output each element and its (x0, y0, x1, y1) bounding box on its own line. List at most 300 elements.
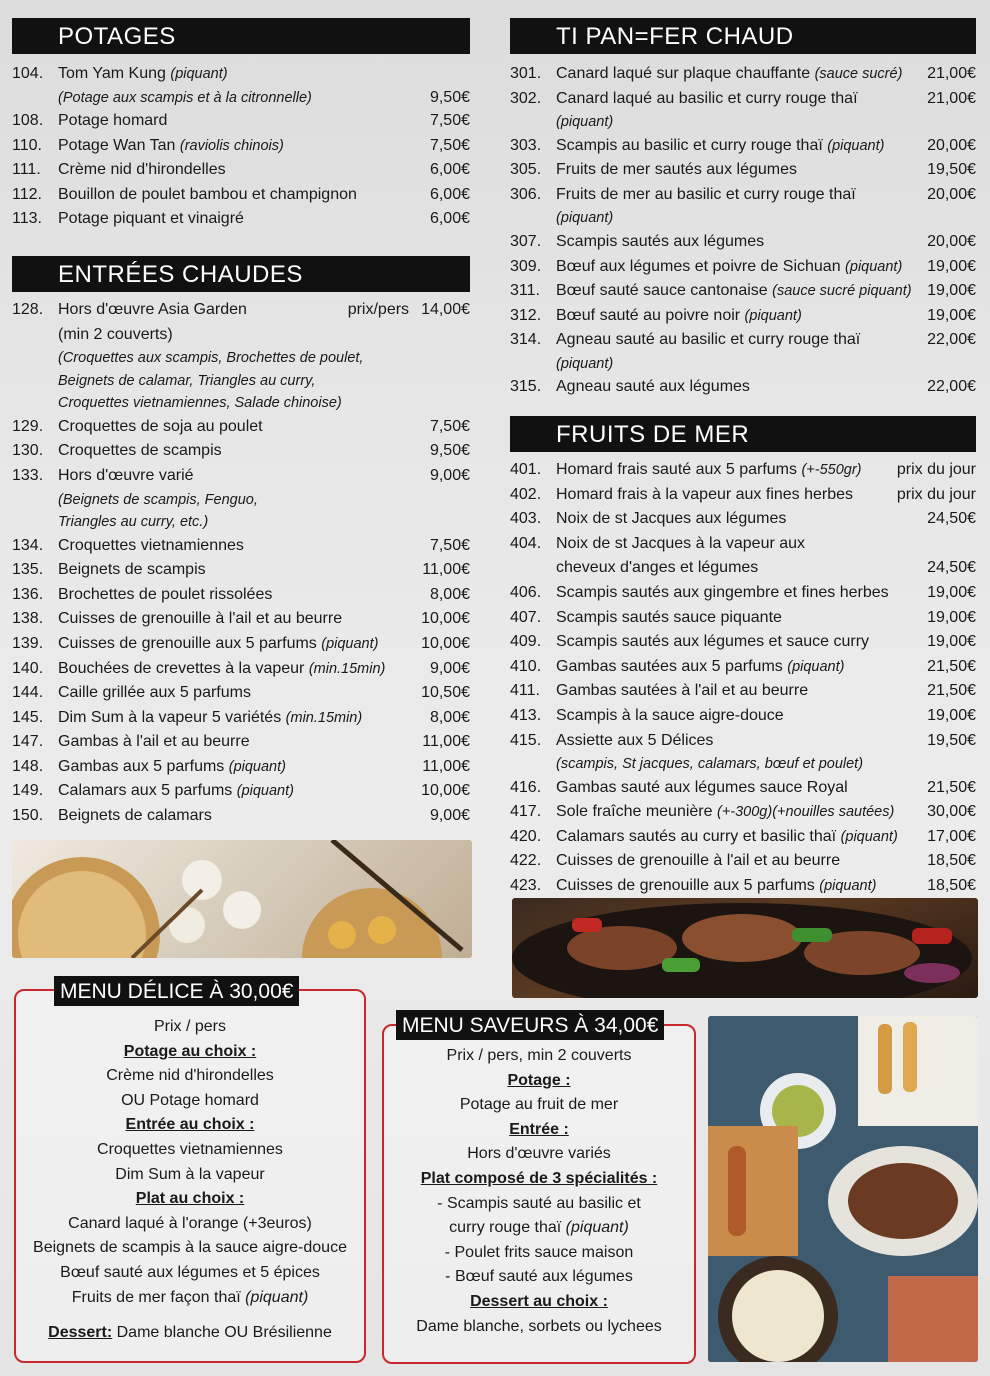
item-note: (piquant) (228, 758, 286, 775)
item-name (58, 632, 417, 657)
item-number: 401. (510, 461, 542, 479)
menu-item-row (12, 755, 470, 780)
item-name (556, 776, 923, 801)
item-name (556, 630, 923, 655)
item-name-text: (scampis, St jacques, calamars, bœuf et poulet) (556, 756, 864, 773)
item-name-text: Scampis sautés sauce piquante (556, 608, 782, 626)
item-price: 6,00€ (429, 210, 470, 228)
item-number: 306. (510, 185, 542, 203)
item-number: 108. (12, 112, 44, 130)
menu-item-row (510, 825, 976, 850)
item-name (556, 328, 923, 353)
item-name (58, 657, 426, 682)
item-name-text: (piquant) (556, 210, 614, 227)
item-name (58, 323, 466, 348)
section-title-potages: POTAGES (12, 18, 470, 54)
item-price: 10,00€ (421, 782, 470, 800)
item-name (556, 87, 923, 112)
item-note: (piquant) (787, 658, 845, 675)
item-number (510, 556, 556, 581)
item-number: 113. (12, 210, 42, 228)
item-name (556, 800, 923, 825)
item-price: 7,50€ (429, 136, 470, 154)
item-name (556, 606, 923, 631)
menu-item-row (510, 62, 976, 87)
item-name-text: Hors d'œuvre varié (58, 466, 194, 484)
item-name-text: Hors d'œuvre Asia Garden (58, 301, 247, 319)
menu-item-row (510, 800, 976, 825)
potages-list (12, 62, 470, 232)
item-name-text: Dim Sum à la vapeur 5 variétés (58, 708, 286, 726)
menu-item-row (510, 458, 976, 483)
item-price: 11,00€ (422, 561, 470, 579)
menu-item-row (510, 183, 976, 208)
menu-item-row (510, 158, 976, 183)
item-note: (piquant) (170, 66, 228, 82)
menu-item-row (12, 779, 470, 804)
item-name (556, 655, 923, 680)
item-number: 311. (510, 282, 540, 300)
menu-item-row (12, 607, 470, 632)
item-name (556, 279, 923, 304)
menu-course-line (16, 1089, 364, 1114)
menu-item-row (12, 489, 470, 512)
item-name-text: Fruits de mer au basilic et curry rouge thaï (556, 185, 856, 203)
menu-line-text: Fruits de mer façon thaï (71, 1288, 246, 1306)
item-name-text: Beignets de scampis (58, 561, 206, 579)
item-price (972, 532, 976, 557)
menu-item-row (12, 415, 470, 440)
menu-item-row (510, 729, 976, 754)
item-name-text: Croquettes de soja au poulet (58, 417, 263, 435)
item-name (556, 849, 923, 874)
item-note: (+-300g)(+nouilles sautées) (716, 804, 895, 821)
item-price: 9,00€ (429, 659, 470, 677)
item-price: 21,50€ (927, 778, 976, 796)
item-number: 111. (12, 161, 41, 179)
menu-line-text: Dessert au choix : (470, 1292, 608, 1310)
item-number (510, 111, 556, 134)
item-price (466, 370, 470, 393)
menu-line-text: Potage : (507, 1071, 571, 1089)
item-name (556, 230, 923, 255)
menu-line-text: - Bœuf sauté aux légumes (445, 1268, 633, 1286)
item-name-text: Croquettes vietnamiennes, Salade chinoise) (58, 395, 342, 412)
item-name (556, 158, 923, 183)
item-price: 9,50€ (429, 88, 470, 106)
item-name (556, 825, 923, 850)
menu-delice-box (14, 989, 366, 1363)
item-name (58, 158, 426, 183)
item-name-text: Bœuf sauté au poivre noir (556, 306, 745, 324)
menu-item-row (510, 556, 976, 581)
item-number (12, 392, 58, 415)
right-column (510, 0, 976, 899)
menu-line-text: Prix / pers, min 2 couverts (446, 1047, 632, 1064)
item-price: 21,00€ (927, 65, 976, 82)
item-number: 307. (510, 232, 542, 250)
item-name (58, 183, 426, 208)
item-name (58, 779, 417, 804)
item-price: 18,50€ (927, 852, 976, 870)
item-name-text: (Beignets de scampis, Fenguo, (58, 491, 258, 508)
menu-line-text: Beignets de scampis à la sauce aigre-douce (33, 1239, 347, 1257)
item-number: 312. (510, 306, 542, 324)
item-name-text: Noix de st Jacques aux légumes (556, 510, 787, 528)
item-name-text: Agneau sauté aux légumes (556, 378, 750, 396)
item-name-text: Bœuf sauté sauce cantonaise (556, 282, 773, 300)
item-name-text: Gambas aux 5 parfums (58, 757, 229, 775)
menu-item-row (12, 511, 470, 534)
menu-line-text: Dame blanche, sorbets ou lychees (416, 1317, 662, 1335)
item-price: 10,00€ (421, 610, 470, 628)
item-number (12, 323, 58, 348)
menu-item-row (12, 62, 470, 87)
menu-line-text: OU Potage homard (121, 1091, 259, 1109)
item-number (510, 753, 556, 776)
item-number: 402. (510, 485, 542, 503)
item-number: 410. (510, 657, 542, 675)
item-price: 19,50€ (927, 731, 976, 749)
item-number: 309. (510, 257, 542, 275)
item-name (556, 581, 923, 606)
menu-saveurs-box (382, 1024, 696, 1364)
menu-item-row (510, 581, 976, 606)
item-name (556, 353, 972, 376)
item-number (510, 207, 556, 230)
menu-item-row (12, 183, 470, 208)
item-name (58, 298, 348, 323)
item-number: 403. (510, 510, 542, 528)
item-price: 9,00€ (429, 466, 470, 484)
item-name (58, 347, 466, 370)
item-number: 145. (12, 708, 44, 726)
item-note: (sauce sucré piquant) (772, 283, 912, 300)
menu-course-heading (384, 1069, 694, 1094)
menu-course-line (384, 1093, 694, 1118)
menu-line-text: Dim Sum à la vapeur (115, 1165, 265, 1183)
item-price: 18,50€ (927, 877, 976, 895)
menu-item-row (510, 849, 976, 874)
item-name (58, 207, 426, 232)
item-name (556, 874, 923, 899)
item-name (556, 532, 972, 557)
menu-item-row (510, 776, 976, 801)
item-number: 314. (510, 331, 542, 349)
item-note: (piquant) (744, 307, 802, 324)
item-name (58, 558, 418, 583)
item-number: 423. (510, 877, 542, 895)
item-name (58, 370, 466, 393)
menu-line-text: Entrée au choix : (125, 1116, 255, 1134)
menu-delice-lines (16, 1015, 364, 1310)
item-name (58, 87, 426, 110)
item-price: 6,00€ (429, 161, 470, 179)
item-name (556, 556, 923, 581)
item-price: 8,00€ (429, 585, 470, 603)
item-name-text: Cuisses de grenouille à l'ail et au beurre (556, 852, 841, 870)
item-name (58, 755, 418, 780)
menu-line-text: Hors d'œuvre variés (467, 1145, 611, 1163)
menu-line-text: Croquettes vietnamiennes (97, 1140, 283, 1158)
item-number: 409. (510, 633, 542, 651)
item-price (466, 62, 470, 87)
menu-line-text: - Scampis sauté au basilic et (437, 1194, 641, 1212)
item-name (58, 534, 426, 559)
menu-item-row (510, 532, 976, 557)
item-price: 20,00€ (927, 185, 976, 203)
menu-item-row (510, 207, 976, 230)
item-name (58, 607, 417, 632)
menu-line-text: Canard laqué à l'orange (+3euros) (68, 1214, 312, 1232)
item-price: prix du jour (896, 461, 976, 479)
item-number: 415. (510, 731, 542, 749)
menu-item-row (510, 375, 976, 400)
item-name (58, 392, 466, 415)
item-name (58, 134, 426, 159)
menu-item-row (510, 134, 976, 159)
menu-item-row (12, 87, 470, 110)
item-name (556, 753, 972, 776)
item-price (972, 111, 976, 134)
menu-line-text: Plat au choix : (135, 1190, 245, 1208)
menu-item-row (510, 111, 976, 134)
item-number: 417. (510, 803, 542, 821)
menu-saveurs-title: MENU SAVEURS À 34,00€ (396, 1010, 664, 1040)
item-name (556, 304, 923, 329)
menu-course-line (16, 1286, 364, 1311)
menu-saveurs-lines (384, 1044, 694, 1339)
item-number (12, 489, 58, 512)
item-name-text: Caille grillée aux 5 parfums (58, 684, 251, 702)
item-number: 133. (12, 466, 44, 484)
item-number: 135. (12, 561, 44, 579)
dessert-label: Dessert: (48, 1324, 113, 1341)
item-name-text: Scampis sautés aux gingembre et fines herbes (556, 584, 889, 601)
item-name-text: Potage homard (58, 112, 168, 130)
item-name (556, 134, 923, 159)
item-name (556, 62, 923, 87)
item-price (466, 323, 470, 348)
menu-course-line (384, 1241, 694, 1266)
item-price: prix du jour (896, 485, 976, 503)
item-price: 22,00€ (927, 331, 976, 349)
menu-item-row (510, 230, 976, 255)
item-price: 19,00€ (927, 706, 976, 724)
item-name-text: Gambas sautées aux 5 parfums (556, 657, 788, 675)
menu-line-text: curry rouge thaï (449, 1219, 566, 1237)
item-name-text: Assiette aux 5 Délices (556, 731, 714, 749)
item-number: 148. (12, 757, 44, 775)
price-per-person-label: prix/pers (347, 301, 410, 319)
item-number: 416. (510, 778, 542, 796)
item-name (58, 804, 426, 829)
menu-item-row (510, 679, 976, 704)
item-name-text: Calamars aux 5 parfums (58, 782, 237, 800)
menu-course-heading (384, 1118, 694, 1143)
item-number: 104. (12, 65, 44, 82)
item-name (556, 111, 972, 134)
menu-course-line (384, 1142, 694, 1167)
item-number: 147. (12, 733, 44, 751)
menu-item-row (510, 753, 976, 776)
item-name-text: Agneau sauté au basilic et curry rouge thaï (556, 331, 861, 349)
item-name-text: Gambas à l'ail et au beurre (58, 733, 250, 751)
item-price: 14,00€ (421, 301, 470, 319)
item-number (12, 370, 58, 393)
menu-line-text: Potage au fruit de mer (459, 1096, 619, 1114)
item-name (58, 489, 466, 512)
menu-item-row (510, 279, 976, 304)
menu-item-row (12, 804, 470, 829)
item-name-text: Tom Yam Kung (58, 65, 171, 82)
menu-item-row (12, 347, 470, 370)
item-name-text: Brochettes de poulet rissolées (58, 585, 273, 603)
left-column (12, 0, 470, 829)
menu-line-note: (piquant) (565, 1219, 629, 1237)
item-number: 404. (510, 534, 542, 552)
menu-item-row (510, 704, 976, 729)
item-number (12, 87, 58, 110)
item-name-text: (min 2 couverts) (58, 325, 173, 343)
item-price: 21,50€ (927, 657, 976, 675)
entrees-list (12, 298, 470, 829)
item-price: 21,50€ (927, 682, 976, 700)
menu-course-heading (16, 1187, 364, 1212)
item-name-text: Potage Wan Tan (58, 136, 180, 154)
item-name (58, 439, 426, 464)
food-spread-illustration (708, 1016, 978, 1362)
item-number: 420. (510, 827, 542, 845)
menu-item-row (12, 464, 470, 489)
section-title-tipan: TI PAN=FER CHAUD (510, 18, 976, 54)
menu-item-row (510, 328, 976, 353)
item-name-text: Gambas sauté aux légumes sauce Royal (556, 778, 848, 796)
item-price (972, 353, 976, 376)
menu-item-row (510, 630, 976, 655)
item-name (58, 464, 426, 489)
menu-item-row (510, 874, 976, 899)
menu-line-text: Crème nid d'hirondelles (106, 1067, 274, 1085)
menu-course-line (16, 1163, 364, 1188)
menu-line-text: Bœuf sauté aux légumes et 5 épices (60, 1263, 320, 1281)
item-price (466, 347, 470, 370)
beef-dish-photo (512, 898, 978, 998)
menu-course-line (384, 1216, 694, 1241)
fruits-list (510, 458, 976, 899)
item-price: 10,50€ (421, 684, 470, 702)
menu-course-line (16, 1064, 364, 1089)
item-note: (piquant) (840, 828, 898, 845)
menu-item-row (510, 483, 976, 508)
item-name-text: Bouchées de crevettes à la vapeur (58, 659, 309, 677)
item-name-text: Homard frais sauté aux 5 parfums (556, 461, 802, 479)
menu-item-row (12, 158, 470, 183)
item-number (12, 511, 58, 534)
section-title-entrees: ENTRÉES CHAUDES (12, 256, 470, 292)
item-price: 9,50€ (429, 442, 470, 460)
menu-line-note: (piquant) (245, 1288, 309, 1306)
item-name (58, 109, 426, 134)
item-price: 19,00€ (927, 282, 976, 300)
item-name (58, 415, 426, 440)
dim-sum-illustration (12, 840, 472, 958)
item-number: 315. (510, 378, 542, 396)
item-price: 19,00€ (927, 306, 976, 324)
menu-item-row (12, 207, 470, 232)
item-price: 19,00€ (927, 633, 976, 651)
item-number: 422. (510, 852, 542, 870)
menu-item-row (510, 655, 976, 680)
item-name-text: Calamars sautés au curry et basilic thaï (556, 827, 841, 845)
menu-course-line (16, 1212, 364, 1237)
menu-item-row (12, 134, 470, 159)
menu-item-row (12, 632, 470, 657)
item-price: 24,50€ (927, 559, 976, 577)
menu-item-row (510, 606, 976, 631)
menu-course-line (384, 1315, 694, 1340)
menu-item-row (12, 558, 470, 583)
item-price: 30,00€ (927, 803, 976, 821)
item-name (556, 483, 893, 508)
item-name-text: (piquant) (556, 355, 614, 372)
item-price: 19,50€ (927, 161, 976, 179)
item-name (58, 511, 466, 534)
item-name (58, 681, 417, 706)
item-note: (+-550gr) (801, 462, 862, 479)
item-number: 149. (12, 782, 44, 800)
menu-course-heading (384, 1167, 694, 1192)
item-price (972, 207, 976, 230)
item-name-text: Bouillon de poulet bambou et champignon (58, 185, 357, 203)
item-price: 24,50€ (927, 510, 976, 528)
item-price: 9,00€ (429, 807, 470, 825)
menu-course-heading (16, 1040, 364, 1065)
item-name-text: (Potage aux scampis et à la citronnelle) (58, 89, 312, 106)
item-number: 407. (510, 608, 542, 626)
item-price: 19,00€ (927, 257, 976, 275)
item-number: 134. (12, 536, 44, 554)
item-name-text: Scampis au basilic et curry rouge thaï (556, 136, 828, 154)
item-price: 22,00€ (927, 378, 976, 396)
item-number: 129. (12, 417, 44, 435)
item-name (58, 706, 426, 731)
menu-item-row (12, 298, 470, 323)
item-name (556, 507, 923, 532)
menu-item-row (12, 534, 470, 559)
item-number: 128. (12, 301, 44, 319)
item-number: 112. (12, 185, 42, 203)
menu-item-row (12, 730, 470, 755)
menu-course-line (384, 1192, 694, 1217)
item-name-text: Canard laqué sur plaque chauffante (556, 65, 815, 82)
menu-delice-title: MENU DÉLICE À 30,00€ (54, 976, 299, 1006)
menu-course-heading (16, 1113, 364, 1138)
item-note: (piquant) (845, 258, 903, 275)
tipan-list (510, 62, 976, 400)
item-name-text: Cuisses de grenouille aux 5 parfums (58, 634, 322, 652)
item-price: 19,00€ (927, 608, 976, 626)
menu-item-row (12, 583, 470, 608)
item-number: 130. (12, 442, 44, 460)
section-title-fruits: FRUITS DE MER (510, 416, 976, 452)
item-name (556, 255, 923, 280)
menu-course-line (16, 1261, 364, 1286)
item-name (556, 704, 923, 729)
menu-delice-dessert (16, 1321, 364, 1346)
item-name (556, 679, 923, 704)
item-note: (raviolis chinois) (179, 137, 284, 154)
